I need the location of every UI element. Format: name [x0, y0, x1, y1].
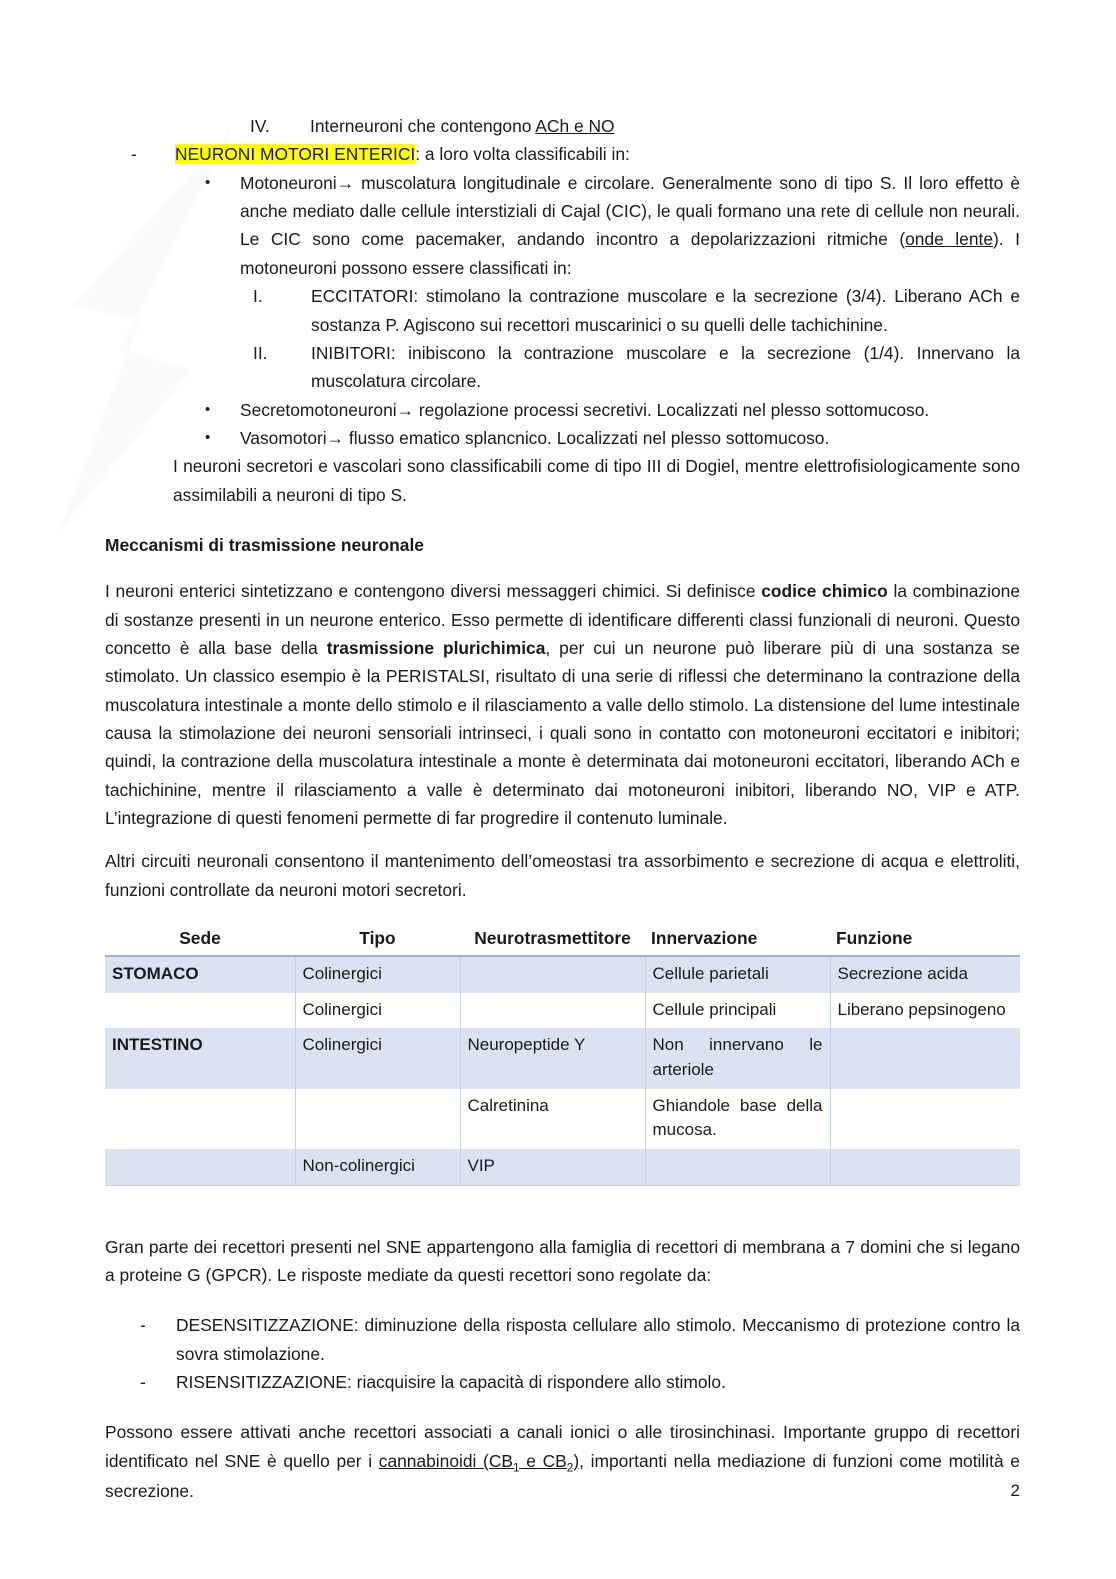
list-marker: -	[140, 1372, 146, 1393]
paragraph-gpcr: Gran parte dei recettori presenti nel SNE appartengono alla famiglia di recettori di membrana a 7 domini che si legano a proteine G (GPCR). Le risposte mediate da questi recettori sono regolate da:	[105, 1236, 1020, 1285]
list-item-motoneuroni	[205, 169, 1020, 282]
cell-sede	[105, 1089, 295, 1149]
list-marker: -	[140, 1315, 146, 1336]
paragraph-cannabinoidi	[105, 1418, 1020, 1505]
list-item-text: RISENSITIZZAZIONE: riacquisire la capacità di rispondere allo stimolo.	[176, 1372, 726, 1393]
list-item-text	[240, 396, 1020, 424]
table-container	[105, 926, 1020, 1185]
roman-iv-text: Interneuroni che contengono	[310, 116, 536, 136]
bullet-icon: •	[205, 173, 211, 191]
motoneuroni-lead: Motoneuroni	[240, 172, 337, 193]
roman-iv-underlined: ACh e NO	[535, 116, 615, 136]
list-item-neuroni-motori-enterici	[131, 140, 1020, 168]
cell-innervazione: Non innervano le arteriole	[645, 1028, 830, 1088]
bullet-icon: •	[205, 400, 211, 418]
cell-neurotrasmettitore	[460, 993, 645, 1029]
motoneuroni-underlined: onde lente	[905, 229, 994, 250]
cannabinoidi-sub-1: 1	[513, 1460, 520, 1475]
arrow-icon: →	[396, 399, 414, 420]
cell-funzione	[830, 1149, 1020, 1185]
list-marker: II.	[253, 342, 268, 363]
list-item-text	[240, 169, 1020, 282]
arrow-icon: →	[336, 172, 355, 193]
secretomotoneuroni-lead: Secretomotoneuroni	[240, 399, 397, 420]
list-marker: IV.	[250, 116, 270, 136]
table-row	[105, 1089, 1020, 1149]
cell-funzione	[830, 1028, 1020, 1088]
cell-sede: STOMACO	[105, 956, 295, 993]
column-header-sede: Sede	[105, 926, 295, 956]
secretomotoneuroni-text: regolazione processi secretivi. Localizzati nel plesso sottomucoso.	[414, 399, 930, 420]
cannabinoidi-mid: e CB	[519, 1450, 567, 1471]
cell-neurotrasmettitore: Neuropeptide Y	[460, 1028, 645, 1088]
highlighted-term: NEURONI MOTORI ENTERICI	[175, 144, 416, 165]
cell-innervazione: Cellule parietali	[645, 956, 830, 993]
list-item-text: ECCITATORI: stimolano la contrazione muscolare e la secrezione (3/4). Liberano ACh e sostanza P. Agiscono sui recettori muscarinici o su quelli delle tachichinine.	[311, 286, 1020, 335]
term-trasmissione-plurichimica: trasmissione plurichimica	[326, 637, 546, 658]
list-marker: I.	[253, 286, 263, 307]
par1-part1: I neuroni enterici sintetizzano e contengono diversi messaggeri chimici. Si definisce	[105, 581, 762, 602]
bullet-icon: •	[205, 428, 211, 446]
paragraph-altri-circuiti: Altri circuiti neuronali consentono il mantenimento dell’omeostasi tra assorbimento e secrezione di acqua e elettroliti, funzioni controllate da neuroni motori secretori.	[105, 851, 1020, 900]
list-item-text: INIBITORI: inibiscono la contrazione muscolare e la secrezione (1/4). Innervano la muscolatura circolare.	[311, 342, 1020, 392]
column-header-innervazione: Innervazione	[645, 926, 830, 956]
list-item-roman-iv	[250, 112, 1020, 140]
list-item-eccitatori	[253, 282, 1020, 339]
cannabinoidi-part1: Possono essere attivati anche recettori associati a canali ionici o alle tirosinchinasi. Importante gruppo di recettori identificato nel SNE è quello per i	[105, 1422, 1020, 1471]
cell-tipo: Non-colinergici	[295, 1149, 460, 1185]
cell-funzione: Secrezione acida	[830, 956, 1020, 993]
cell-sede: INTESTINO	[105, 1028, 295, 1088]
cell-sede	[105, 1149, 295, 1185]
document-content	[105, 112, 1020, 1506]
cell-tipo: Colinergici	[295, 956, 460, 993]
list-marker: -	[131, 144, 137, 165]
term-codice-chimico: codice chimico	[761, 581, 888, 602]
cell-tipo: Colinergici	[295, 1028, 460, 1088]
page-number: 2	[1010, 1481, 1020, 1500]
list-item-secretomotoneuroni	[205, 396, 1020, 424]
cell-tipo: Colinergici	[295, 993, 460, 1029]
cell-neurotrasmettitore	[460, 956, 645, 993]
table-row	[105, 1149, 1020, 1185]
column-header-funzione: Funzione	[830, 926, 1020, 956]
list-item-text	[310, 112, 1020, 140]
cannabinoidi-sub-2: 2	[566, 1460, 574, 1475]
list-item-text	[175, 140, 1020, 168]
table-row	[105, 1028, 1020, 1088]
cannabinoidi-tail: )	[573, 1450, 580, 1471]
list-item-risensitizzazione	[140, 1368, 1020, 1396]
cannabinoidi-part2: , importanti nella mediazione di funzioni come motilità e secrezione.	[105, 1450, 1020, 1502]
cell-innervazione: Cellule principali	[645, 993, 830, 1029]
column-header-neurotrasmettitore: Neurotrasmettitore	[460, 926, 645, 956]
cell-funzione: Liberano pepsinogeno	[830, 993, 1020, 1029]
cell-neurotrasmettitore: Calretinina	[460, 1089, 645, 1149]
cell-tipo	[295, 1089, 460, 1149]
neurotransmitter-table	[105, 926, 1020, 1185]
cell-sede	[105, 993, 295, 1029]
list-item-text	[240, 424, 1020, 452]
dash-item-rest: : a loro volta classificabili in:	[415, 144, 630, 165]
arrow-icon: →	[326, 427, 345, 448]
motoneuroni-text-a: muscolatura longitudinale e circolare. Generalmente sono di tipo S. Il loro effetto è anche mediato dalle cellule interstiziali di Cajal (CIC), le quali formano una rete di cellule non neurali. Le CIC sono come pacemaker, andando incontro a depolarizzazioni ritmiche (	[240, 172, 1020, 250]
cell-funzione	[830, 1089, 1020, 1149]
table-row	[105, 956, 1020, 993]
cannabinoidi-lead: cannabinoidi (CB	[378, 1450, 514, 1471]
vasomotori-lead: Vasomotori	[240, 427, 327, 448]
list-item-vasomotori	[205, 424, 1020, 452]
table-header-row	[105, 926, 1020, 956]
par1-part2: la combinazione di sostanze presenti in un neurone enterico. Esso permette di identificare differenti classi funzionali di neuroni. Questo concetto è alla base della	[105, 581, 1020, 658]
motoneuroni-text-b: ). I motoneuroni possono essere classificati in:	[240, 229, 1020, 278]
vasomotori-text: flusso ematico splancnico. Localizzati nel plesso sottomucoso.	[344, 427, 830, 448]
par1-part3: , per cui un neurone può liberare più di una sostanza se stimolato. Un classico esempio è la PERISTALSI, risultato di una serie di riflessi che determinano la contrazione della muscolatura intestinale a monte dello stimolo e il rilasciamento a valle dello stimolo. La distensione del lume intestinale causa la stimolazione dei neuroni sensoriali intrinseci, i quali sono in contatto con motoneuroni eccitatori e inibitori; quindi, la contrazione della muscolatura intestinale a monte è determinata dai motoneuroni eccitatori, liberando ACh e tachichinine, mentre il rilasciamento a valle è determinato dai motoneuroni inibitori, liberando NO, VIP e ATP. L’integrazione di questi fenomeni permette di far progredire il contenuto luminale.	[105, 637, 1020, 829]
section-heading: Meccanismi di trasmissione neuronale	[105, 535, 424, 556]
paragraph-codice-chimico	[105, 577, 1020, 832]
cell-innervazione	[645, 1149, 830, 1185]
cell-neurotrasmettitore: VIP	[460, 1149, 645, 1185]
table-row	[105, 993, 1020, 1029]
cell-innervazione: Ghiandole base della mucosa.	[645, 1089, 830, 1149]
column-header-tipo: Tipo	[295, 926, 460, 956]
list-item-text: DESENSITIZZAZIONE: diminuzione della risposta cellulare allo stimolo. Meccanismo di protezione contro la sovra stimolazione.	[176, 1315, 1020, 1364]
cannabinoidi-underlined	[378, 1450, 580, 1475]
list-item-inibitori	[253, 339, 1020, 396]
list-item-desensitizzazione	[140, 1311, 1020, 1368]
spacer	[105, 1186, 1020, 1233]
paragraph-neuroni-secretori: I neuroni secretori e vascolari sono classificabili come di tipo III di Dogiel, mentre elettrofisiologicamente sono assimilabili a neuroni di tipo S.	[173, 456, 1020, 505]
